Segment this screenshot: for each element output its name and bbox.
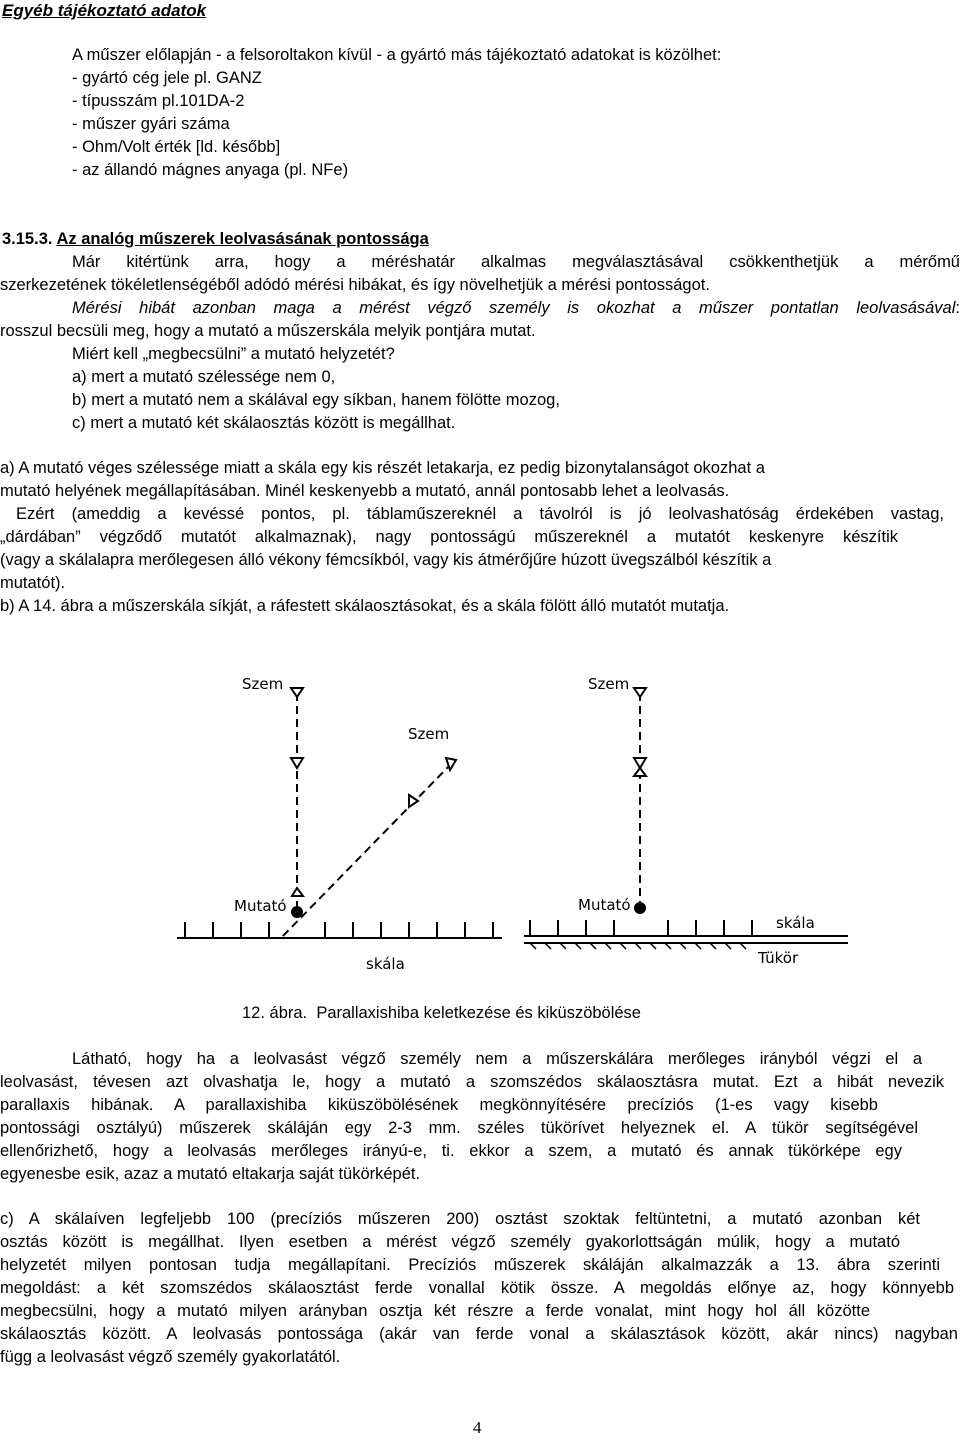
right-diagram [524,688,848,949]
paragraph-line: rosszul becsüli meg, hogy a mutató a műszerskála melyik pontjára mutat. [0,322,536,340]
list-item: - gyártó cég jele pl. GANZ [72,69,262,87]
caption-number: 12. ábra. [242,1004,308,1022]
label-pointer: Mutató [578,896,631,914]
figure-caption [242,1002,641,1024]
eye-marker [291,758,303,768]
reason-item: a) mert a mutató szélessége nem 0, [72,368,336,386]
page-number: 4 [473,1418,482,1437]
pointer-dot [635,903,645,913]
scale-ticks [185,922,493,938]
paragraph-line: mutató helyének megállapításában. Minél keskenyebb a mutató, annál pontosabb lehet a leolvasás. [0,482,730,500]
reason-item: b) mert a mutató nem a skálával egy síkban, hanem fölötte mozog, [72,391,560,409]
paragraph-line: ellenőrizhető, hogy a leolvasás merőleges irányú-e, ti. ekkor a szem, a mutató és annak tükörképe egy [0,1142,902,1160]
paragraph-line: megbecsülni, hogy a mutató milyen arányban osztja két részre a ferde vonalat, mint hogy hol áll közötte [0,1302,870,1320]
paragraph-line: függ a leolvasást végző személy gyakorlatától. [0,1348,341,1366]
list-item: - Ohm/Volt érték [ld. később] [72,138,281,156]
scale-ticks [530,920,752,936]
label-scale: skála [366,955,405,973]
paragraph-line: leolvasást, tévesen azt olvashatja le, hogy a mutató a szomszédos skálaosztásra mutat. Ezt a hibát nevezik [0,1073,944,1091]
paragraph-line: helyzetét milyen pontosan tudja megállapítani. Precíziós műszerek skáláján alkalmazzák a 13. ábra szerinti [0,1256,940,1274]
paragraph-line: Látható, hogy ha a leolvasást végző személy nem a műszerskálára merőleges irányból végzi el a [72,1050,922,1068]
paragraph-line: parallaxis hibának. A parallaxishiba kiküszöbölésének megkönnyítésére precíziós (1-es vagy kisebb [0,1096,878,1114]
heading-number: 3.15.3. [2,230,53,248]
intro-text: A műszer előlapján - a felsoroltakon kívül - a gyártó más tájékoztató adatokat is közölhet: [72,46,722,64]
eye-marker [409,795,418,807]
eye-marker [634,768,646,776]
paragraph-line: pontossági osztályú) műszerek skáláján egy 2-3 mm. széles tükörívet helyeznek el. A tükör segítségével [0,1119,918,1137]
list-item: - az állandó mágnes anyaga (pl. NFe) [72,161,349,179]
label-mirror: Tükör [758,949,799,967]
paragraph-line: Ezért (ameddig a kevéssé pontos, pl. táblaműszereknél a távolról is jó leolvashatóság érdekében vastag, [16,505,944,523]
left-diagram [177,688,502,938]
paragraph-line: egyenesbe esik, azaz a mutató eltakarja saját tükörképét. [0,1165,421,1183]
colon: : [955,299,960,317]
reason-item: c) mert a mutató két skálaosztás között is megállhat. [72,414,456,432]
paragraph-line: a) A mutató véges szélessége miatt a skála egy kis részét letakarja, ez pedig bizonytalanságot okozhat a [0,459,765,477]
oblique-sight-line [281,763,452,938]
list-item: - típusszám pl.101DA-2 [72,92,245,110]
list-item: - műszer gyári száma [72,115,230,133]
question-text: Miért kell „megbecsülni” a mutató helyzetét? [72,345,395,363]
paragraph-line: „dárdában” végződő mutatót alkalmaznak), nagy pontosságú műszereknél a mutatót keskenyre készítik [0,528,898,546]
caption-text: Parallaxishiba keletkezése és kiküszöbölése [316,1004,641,1022]
paragraph-line: c) A skálaíven legfeljebb 100 (precíziós műszeren 200) osztást szoktak feltüntetni, a mutató azonban két [0,1210,920,1228]
eye-marker [634,688,646,697]
pointer-dot [292,907,302,917]
paragraph-line: Már kitértünk arra, hogy a méréshatár alkalmas megválasztásával csökkenthetjük a mérőmű [72,253,960,271]
paragraph-line: skálaosztás között. A leolvasás pontossága (akár van ferde vonal a skálasztások között, akár nincs) nagyban [0,1325,958,1343]
section-title: Egyéb tájékoztató adatok [2,1,207,20]
paragraph-line: osztás között is megállhat. Ilyen esetben a mérést végző személy gyakorlottságán múlik, hogy a mutató [0,1233,900,1251]
label-eye: Szem [588,675,630,693]
paragraph-line-italic [72,297,960,319]
paragraph-line: mutatót). [0,574,66,592]
italic-text: Mérési hibát azonban maga a mérést végző személy is okozhat a műszer pontatlan leolvasásával [72,299,956,317]
paragraph-line: b) A 14. ábra a műszerskála síkját, a ráfestett skálaosztásokat, és a skála fölött álló mutatót mutatja. [0,597,730,615]
parallax-figure [0,660,960,980]
label-eye: Szem [242,675,284,693]
paragraph-line: (vagy a skálalapra merőlegesen álló vékony fémcsíkból, vagy kis átmérőjűre húzott üvegszálból készítik a [0,551,772,569]
label-pointer: Mutató [234,897,287,915]
pointer-marker [292,888,303,896]
subsection-heading [2,228,429,250]
paragraph-line: szerkezetének tökéletlenségéből adódó mérési hibákat, és így növelhetjük a mérési pontosságot. [0,276,710,294]
paragraph-line: megoldást: a két szomszédos skálaosztást ferde vonallal kötik össze. A megoldás előnye az, hogy könnyebb [0,1279,954,1297]
eye-marker [291,688,303,697]
label-eye-oblique: Szem [408,725,450,743]
heading-text: Az analóg műszerek leolvasásának pontossága [56,230,429,248]
label-scale: skála [776,914,815,932]
